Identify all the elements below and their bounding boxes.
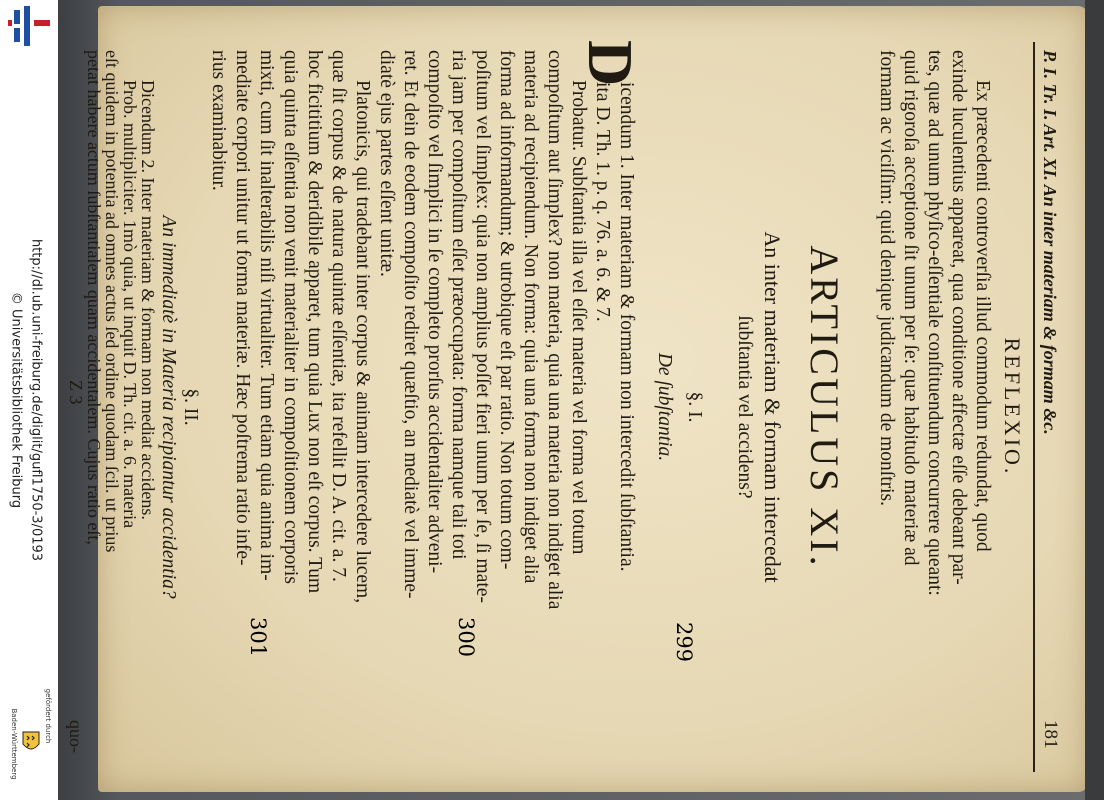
reflexio-line: quid rigoroſa acceptione ſit unum per ſe: quæ habitudo materiæ ad (900, 50, 921, 566)
signature-mark: Z 3 (66, 380, 86, 405)
reflexio-line: Ex præcedenti controverſia illud commodum redundat, quod (972, 80, 993, 552)
article-title: ARTICULUS XI. (802, 245, 847, 569)
margin-number: 301 (246, 616, 271, 658)
article-subtitle: An inter materiam & formam intercedat (760, 231, 785, 583)
catchword: quo- (66, 720, 86, 753)
reflexio-line: formam ac viciſſim: quid denique judicandum de monſtris. (876, 50, 897, 506)
state-crest-icon (22, 730, 40, 754)
header-rule (1034, 42, 1036, 772)
body-line: forma ad informandum; & utrobique eſt par ratio. Non totum com- (496, 50, 517, 570)
body-line: materia ad recipiendum. Non forma: quia una forma non indiget alia (520, 50, 541, 584)
body-line: Platonicis, qui tradebant inter corpus & animam intercedere lucem, (352, 80, 373, 604)
body-line: rius examinabitur. (208, 50, 229, 191)
reflexio-line: exinde luculentius appareat, qua conditione affectæ eſſe debeant par- (948, 50, 969, 585)
body-line: ita D. Th. 1. p. q. 76. a. 6. & 7. (592, 82, 613, 322)
section-title: An immediatè in Materia recipiantur accidentia? (158, 215, 179, 599)
body-line: icendum 1. Inter materiam & formam non intercedit ſubſtantia. (616, 82, 637, 572)
reflexio-heading: REFLEXIO. (1000, 337, 1025, 477)
reflexio-line: tes, quæ ad unum phyſico-eſſentiale conſtituendum concurrere queant: (924, 50, 945, 596)
copyright-notice: © Universitätsbibliothek Freiburg (8, 291, 24, 509)
margin-number: 300 (454, 616, 479, 658)
sponsor-text: gefördert durch (44, 688, 52, 744)
body-line: mixti, cum ſit inalterabilis niſi virtualiter. Tum etiam quia anima im- (256, 50, 277, 581)
body-line: compoſitum aut ſimplex? non materia, quia una materia non indiget alia (544, 50, 565, 610)
body-line: Probatur. Subſtantia illa vel eſſet materia vel forma vel totum (568, 80, 589, 555)
margin-number: 299 (672, 621, 697, 663)
body-line: mediate corpori unitur ut forma materiæ. Hæc poſtrema ratio infe- (232, 50, 253, 566)
sponsor-badge (2, 688, 58, 796)
body-line: Dicendum 2. Inter materiam & formam non mediat accidens. (138, 80, 158, 520)
body-line: Prob. multipliciter. 1mò quia, ut inquit D. Th. cit. a. 6. materia (120, 80, 140, 529)
section-mark: §. I. (684, 391, 705, 423)
body-line: ria jam per compoſitum eſſet præoccupata: forma namque tali toti (448, 50, 469, 560)
section-title: De ſubſtantia. (654, 352, 675, 462)
page-content (66, 20, 1072, 800)
document-url[interactable]: http://dl.ub.uni-freiburg.de/diglit/gufl1750-3/0193 (28, 238, 44, 562)
university-logo-icon (8, 6, 52, 46)
body-line: ret. Et dein de eodem compoſito rediret quæſtio, an mediatè vel imme- (400, 50, 421, 599)
body-line: hoc ficititium & deridibile apparet, tum quia Lux non eſt corpus. Tum (304, 50, 325, 594)
body-line: diatè ejus partes eſſent unitæ. (376, 50, 397, 277)
section-mark: §. II. (180, 388, 201, 426)
body-line: quia quinta eſſentia non venit materialiter in compoſitionem corporis (280, 50, 301, 584)
body-line: eſt quidem in potentia ad omnes actus ſed ordine quodam ſcil. ut prius (102, 50, 122, 553)
drop-capital: D (575, 40, 646, 87)
running-head: P. I. Tr. I. Art. XI. An inter materiam & formam &c. (1040, 50, 1060, 435)
body-line: poſitum vel ſimplex: quia non amplius poſſet fieri unum per ſe, ſi mate- (472, 50, 493, 603)
body-line: quæ ſit corpus & de natura quintæ eſſentiæ, ita refellit D. A. cit. a. 7. (328, 50, 349, 582)
article-subtitle: ſubſtantia vel accidens? (734, 315, 755, 499)
page-edge (1085, 0, 1104, 800)
body-line: compoſito vel ſimplici in ſe completo prorſus accidentaliter adveni- (424, 50, 445, 574)
sponsor-state: Baden-Württemberg (10, 708, 18, 780)
page-number: 181 (1040, 720, 1061, 749)
viewer-sidebar (0, 0, 60, 800)
body-line: petat habere actum ſubſtantialem quam accidentalem. Cujus ratio eſt, (84, 50, 104, 545)
